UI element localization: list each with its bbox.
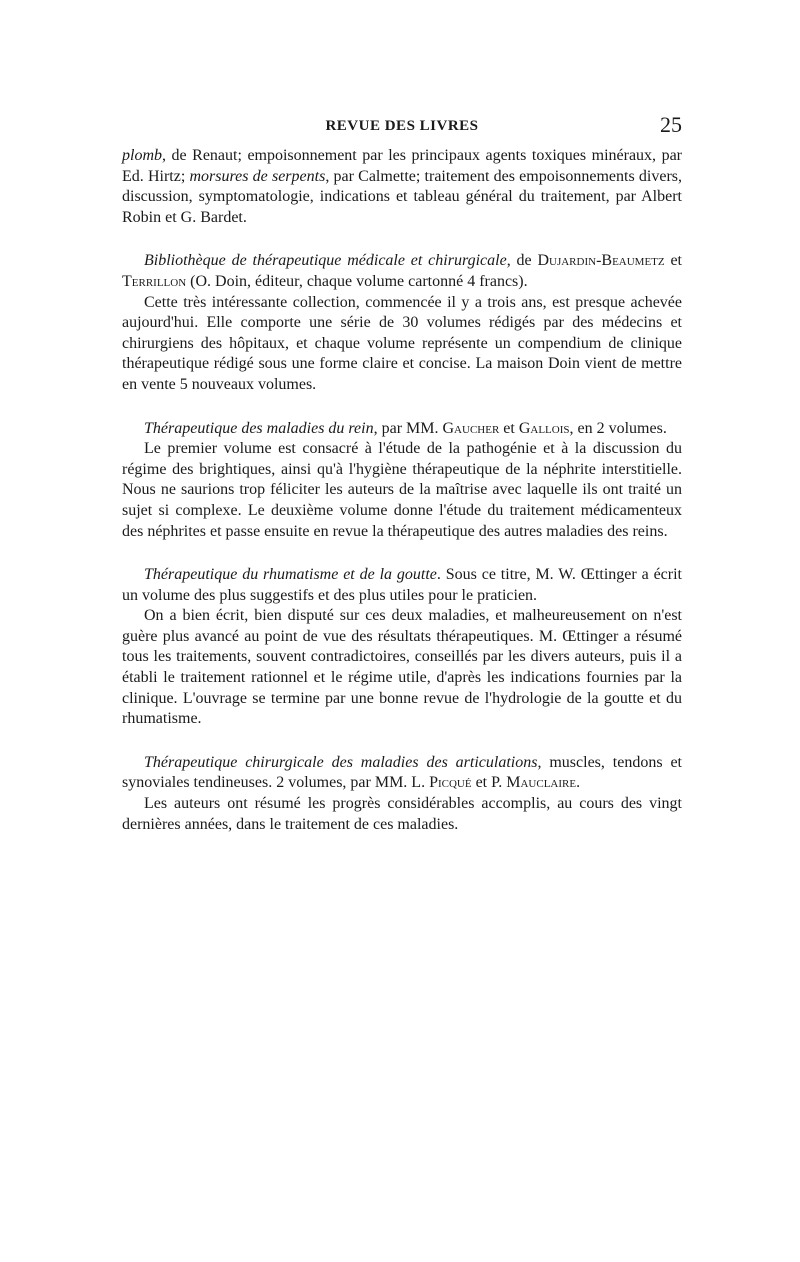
entry-rein xyxy=(122,419,682,440)
section-gap xyxy=(122,396,682,419)
section-gap xyxy=(122,542,682,565)
running-title: REVUE DES LIVRES xyxy=(325,118,479,134)
author-name: Terrillon xyxy=(122,272,187,290)
text-segment: et xyxy=(664,252,682,270)
text-segment: , par MM. xyxy=(373,419,443,437)
entry-rhumatisme xyxy=(122,565,682,606)
section-gap xyxy=(122,228,682,251)
italic-plomb: plomb xyxy=(122,147,162,164)
text-segment: , de Renaut; empoisonnement par les principaux agents toxiques minéraux, par Ed. Hirtz; xyxy=(122,147,682,185)
text-segment: . Sous ce titre, M. W. Œttinger a écrit un volume des plus suggestifs et des plus utiles pour le praticien. xyxy=(122,566,682,604)
paragraph-collection: Cette très intéressante collection, commencée il y a trois ans, est presque achevée aujourd'hui. Elle comporte une série de 30 volumes rédigés par des médecins et chirurgiens des hôpitaux, et chaque volume représente un compendium de clinique thérapeutique rédigé sous une forme claire et concise. La maison Doin vient de mettre en vente 5 nouveaux volumes. xyxy=(122,293,682,393)
text-segment: , en 2 volumes. xyxy=(569,419,667,437)
text-segment: et xyxy=(471,774,492,792)
book-title: Thérapeutique des maladies du rein xyxy=(144,419,374,437)
text-segment: et xyxy=(499,419,519,437)
text-segment: (O. Doin, éditeur, chaque volume cartonné 4 francs). xyxy=(186,272,528,290)
paragraph-rein-review: Le premier volume est consacré à l'étude de la pathogénie et à la discussion du régime des brightiques, ainsi qu'à l'hygiène thérapeutique de la néphrite interstitielle. Nous ne saurions trop féliciter les auteurs de la maîtrise avec laquelle ils ont traité un sujet si complexe. Le deuxième volume donne l'étude du traitement médicamenteux des néphrites et passe ensuite en revue la thérapeutique des autres maladies des reins. xyxy=(122,440,682,540)
book-title: Bibliothèque de thérapeutique médicale et chirurgicale xyxy=(144,252,507,270)
paragraph-poisons xyxy=(122,146,682,228)
book-title: Thérapeutique chirurgicale des maladies des articulations xyxy=(144,753,538,771)
author-name: L. Picqué xyxy=(411,774,472,792)
text-segment: . xyxy=(576,774,581,792)
page xyxy=(122,112,682,835)
author-name: Gaucher xyxy=(442,419,500,437)
page-number: 25 xyxy=(660,112,682,137)
text-segment: , muscles, tendons et synoviales tendineuses. 2 volumes, par MM. xyxy=(122,753,682,792)
author-name: P. Mauclaire xyxy=(491,774,577,792)
paragraph-articulations-review: Les auteurs ont résumé les progrès considérables accomplis, au cours des vingt dernières années, dans le traitement de ces maladies. xyxy=(122,795,682,833)
section-gap xyxy=(122,730,682,753)
book-title: Thérapeutique du rhumatisme et de la goutte xyxy=(144,566,437,584)
italic-morsures: morsures de serpents xyxy=(189,167,326,185)
entry-bibliotheque xyxy=(122,251,682,292)
running-head xyxy=(122,112,682,146)
text-segment: , de xyxy=(506,252,538,270)
text-segment: , par Calmette; traitement des empoisonnements divers, discussion, symptomatologie, indications et tableau général du traitement, par Albert Robin et G. Bardet. xyxy=(122,167,682,226)
entry-articulations xyxy=(122,753,682,794)
paragraph-rhumatisme-review: On a bien écrit, bien disputé sur ces deux maladies, et malheureusement on n'est guère plus avancé au point de vue des résultats thérapeutiques. M. Œttinger a résumé tous les traitements, souvent contradictoires, conseillés par les divers auteurs, puis il a établi le traitement rationnel et le régime utile, d'après les indications fournies par la clinique. L'ouvrage se termine par une bonne revue de l'hydrologie de la goutte et du rhumatisme. xyxy=(122,607,682,728)
author-name: Dujardin-Beaumetz xyxy=(537,252,665,270)
author-name: Gallois xyxy=(518,419,570,437)
